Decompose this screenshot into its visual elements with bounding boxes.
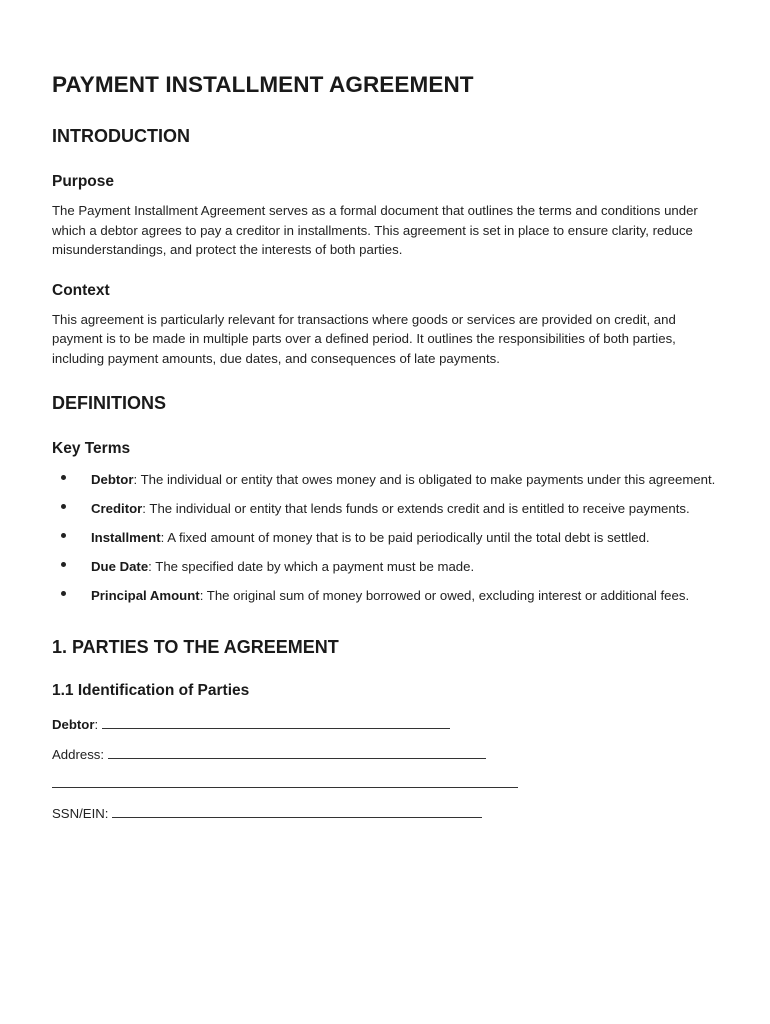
document-title: PAYMENT INSTALLMENT AGREEMENT — [52, 72, 474, 97]
term-name: Due Date — [91, 558, 149, 574]
bullet-icon — [61, 562, 66, 567]
key-terms-heading: Key Terms — [52, 439, 131, 457]
debtor-field-row — [52, 715, 724, 735]
parties-heading: 1. PARTIES TO THE AGREEMENT — [52, 637, 339, 658]
ssn-label: SSN/EIN: — [52, 805, 109, 821]
term-definition: : The original sum of money borrowed or owed, excluding interest or additional fees. — [199, 587, 690, 603]
list-item — [52, 528, 724, 548]
debtor-label: Debtor — [52, 717, 95, 733]
list-item — [52, 557, 724, 577]
ssn-blank-line[interactable] — [112, 805, 482, 818]
identification-heading: 1.1 Identification of Parties — [52, 682, 250, 700]
address-field-row — [52, 745, 724, 765]
bullet-icon — [61, 475, 66, 480]
introduction-heading: INTRODUCTION — [52, 126, 190, 146]
address-continuation-row — [52, 774, 724, 794]
context-heading: Context — [52, 281, 110, 299]
bullet-icon — [61, 533, 66, 538]
bullet-icon — [61, 504, 66, 509]
purpose-paragraph: The Payment Installment Agreement serves as a formal document that outlines the terms and conditions under which a debtor agrees to pay a creditor in installments. This agreement is set in place to ensure clarity, reduce misunderstandings, and protect the interests of both parties. — [52, 203, 698, 258]
term-definition: : The individual or entity that owes money and is obligated to make payments under this agreement. — [133, 471, 716, 487]
list-item — [52, 586, 724, 606]
address-label: Address: — [52, 746, 105, 762]
list-item — [52, 470, 724, 490]
context-paragraph: This agreement is particularly relevant for transactions where goods or services are provided on credit, and payment is to be made in multiple parts over a defined period. It outlines the responsibilities of both parties, including payment amounts, due dates, and consequences of late payments. — [52, 311, 676, 366]
term-name: Installment — [91, 529, 161, 545]
term-name: Principal Amount — [91, 587, 200, 603]
term-name: Creditor — [91, 500, 143, 516]
list-item — [52, 499, 724, 519]
party-fields — [52, 715, 724, 823]
term-definition: : The individual or entity that lends funds or extends credit and is entitled to receive payments. — [142, 500, 690, 516]
term-definition: : A fixed amount of money that is to be paid periodically until the total debt is settled. — [160, 529, 650, 545]
debtor-blank-line[interactable] — [102, 716, 450, 729]
debtor-colon: : — [94, 717, 99, 733]
document-page — [52, 70, 724, 833]
key-terms-list — [52, 470, 724, 606]
ssn-field-row — [52, 804, 724, 824]
address-continuation-blank-line[interactable] — [52, 775, 518, 788]
definitions-heading: DEFINITIONS — [52, 392, 167, 413]
purpose-heading: Purpose — [52, 173, 115, 190]
term-definition: : The specified date by which a payment must be made. — [148, 558, 475, 574]
address-blank-line[interactable] — [108, 746, 486, 759]
term-name: Debtor — [91, 471, 134, 487]
bullet-icon — [61, 591, 66, 596]
